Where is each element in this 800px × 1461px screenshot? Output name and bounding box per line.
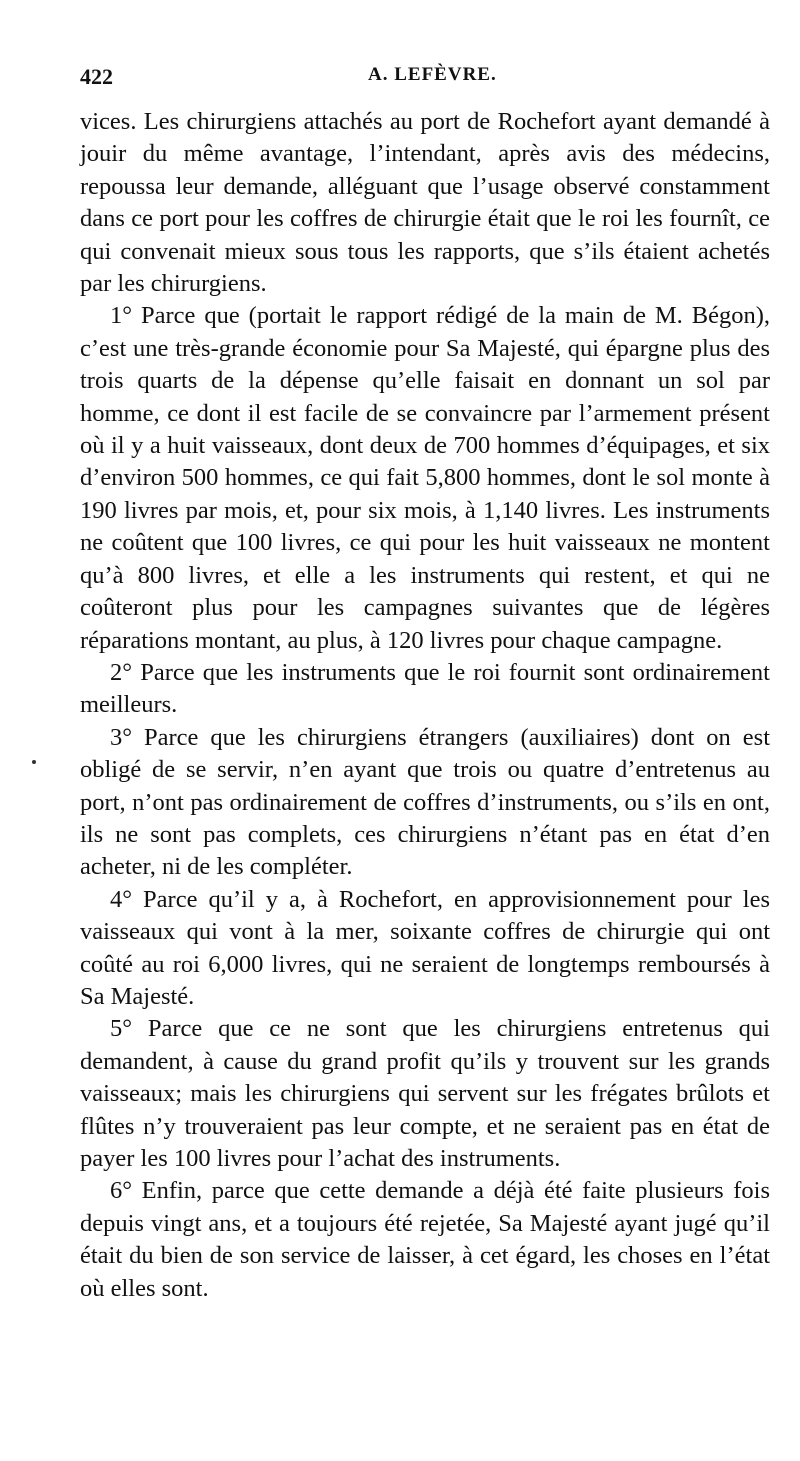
- paragraph-reason-5: 5° Parce que ce ne sont que les chirurgiens entretenus qui demandent, à cause du grand profit qu’ils y trouvent sur les grands vaisseaux; mais les chirurgiens qui servent sur les frégates brûlots et flûtes n’y trouveraient pas leur compte, et ne seraient pas en état de payer les 100 livres pour l’achat des instruments.: [80, 1015, 770, 1172]
- margin-speck: [32, 760, 36, 764]
- paragraph-reason-2: 2° Parce que les instruments que le roi fournit sont ordinairement meilleurs.: [80, 658, 770, 719]
- page-header: [80, 64, 780, 94]
- paragraph-continuation: vices. Les chirurgiens attachés au port de Rochefort ayant demandé à jouir du même avantage, l’intendant, après avis des médecins, repoussa leur demande, alléguant que l’usage observé constamment dans ce port pour les coffres de chirurgie était que le roi les fournît, ce qui convenait mieux sous tous les rapports, que s’ils étaient achetés par les chirurgiens.: [80, 108, 770, 298]
- page-number: 422: [80, 64, 113, 89]
- paragraph-reason-1: 1° Parce que (portait le rapport rédigé de la main de M. Bégon), c’est une très-grande économie pour Sa Majesté, qui épargne plus des trois quarts de la dépense qu’elle faisait en donnant un sol par homme, ce dont il est facile de se convaincre par l’armement présent où il y a huit vaisseaux, dont deux de 700 hommes d’équipages, et six d’environ 500 hommes, ce qui fait 5,800 hommes, dont le sol monte à 190 livres par mois, et, pour six mois, à 1,140 livres. Les instruments ne coûtent que 100 livres, ce qui pour les huit vaisseaux ne montent qu’à 800 livres, et elle a les instruments qui restent, et qui ne coûteront plus pour les campagnes suivantes que de légères réparations montant, au plus, à 120 livres pour chaque campagne.: [80, 302, 770, 654]
- paragraph-reason-6: 6° Enfin, parce que cette demande a déjà été faite plusieurs fois depuis vingt ans, et a toujours été rejetée, Sa Majesté ayant jugé qu’il était du bien de son service de laisser, à cet égard, les choses en l’état où elles sont.: [80, 1177, 770, 1302]
- running-head: A. LEFÈVRE.: [368, 64, 497, 85]
- body-text: [80, 106, 770, 1305]
- paragraph-reason-3: 3° Parce que les chirurgiens étrangers (auxiliaires) dont on est obligé de se servir, n’en ayant que trois ou quatre d’entretenus au port, n’ont pas ordinairement de coffres d’instruments, ou s’ils en ont, ils ne sont pas complets, ces chirurgiens n’étant pas en état d’en acheter, ni de les compléter.: [80, 723, 770, 881]
- paragraph-reason-4: 4° Parce qu’il y a, à Rochefort, en approvisionnement pour les vaisseaux qui vont à la mer, soixante coffres de chirurgie qui ont coûté au roi 6,000 livres, qui ne seraient de longtemps remboursés à Sa Majesté.: [80, 885, 770, 1010]
